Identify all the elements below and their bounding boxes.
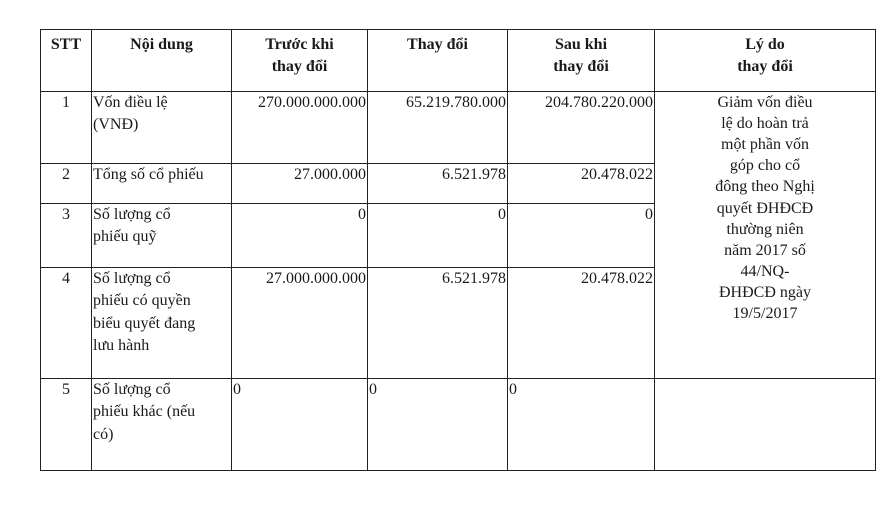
- row-content: Số lượng cổ phiếu có quyền biểu quyết đang lưu hành: [92, 268, 232, 379]
- row-stt: 2: [41, 164, 92, 204]
- reason-cell: Giảm vốn điều lệ do hoàn trả một phần vốn góp cho cổ đông theo Nghị quyết ĐHĐCĐ thường niên năm 2017 số 44/NQ- ĐHĐCĐ ngày 19/5/2017: [655, 92, 876, 379]
- row-after: 204.780.220.000: [508, 92, 655, 164]
- row-content: Tổng số cổ phiếu: [92, 164, 232, 204]
- row-after: 0: [508, 379, 655, 471]
- row-before: 0: [232, 204, 368, 268]
- row-after: 0: [508, 204, 655, 268]
- row-change: 65.219.780.000: [368, 92, 508, 164]
- row-content: Số lượng cổ phiếu quỹ: [92, 204, 232, 268]
- row-change: 6.521.978: [368, 164, 508, 204]
- header-content: Nội dung: [92, 30, 232, 92]
- row-after: 20.478.022: [508, 164, 655, 204]
- row-change: 0: [368, 204, 508, 268]
- header-row: [41, 30, 876, 92]
- row-after: 20.478.022: [508, 268, 655, 379]
- row-stt: 4: [41, 268, 92, 379]
- row-content: Số lượng cổ phiếu khác (nếu có): [92, 379, 232, 471]
- header-before: Trước khi thay đổi: [232, 30, 368, 92]
- row-stt: 3: [41, 204, 92, 268]
- row-stt: 1: [41, 92, 92, 164]
- table-row: [41, 379, 876, 471]
- row-before: 27.000.000.000: [232, 268, 368, 379]
- row-change: 6.521.978: [368, 268, 508, 379]
- row-stt: 5: [41, 379, 92, 471]
- capital-change-table: [40, 29, 876, 471]
- header-reason: Lý do thay đổi: [655, 30, 876, 92]
- table-row: [41, 92, 876, 164]
- row-before: 270.000.000.000: [232, 92, 368, 164]
- row-change: 0: [368, 379, 508, 471]
- row-content: Vốn điều lệ (VNĐ): [92, 92, 232, 164]
- header-stt: STT: [41, 30, 92, 92]
- header-change: Thay đổi: [368, 30, 508, 92]
- row-before: 27.000.000: [232, 164, 368, 204]
- header-after: Sau khi thay đổi: [508, 30, 655, 92]
- row-before: 0: [232, 379, 368, 471]
- reason-empty-cell: [655, 379, 876, 471]
